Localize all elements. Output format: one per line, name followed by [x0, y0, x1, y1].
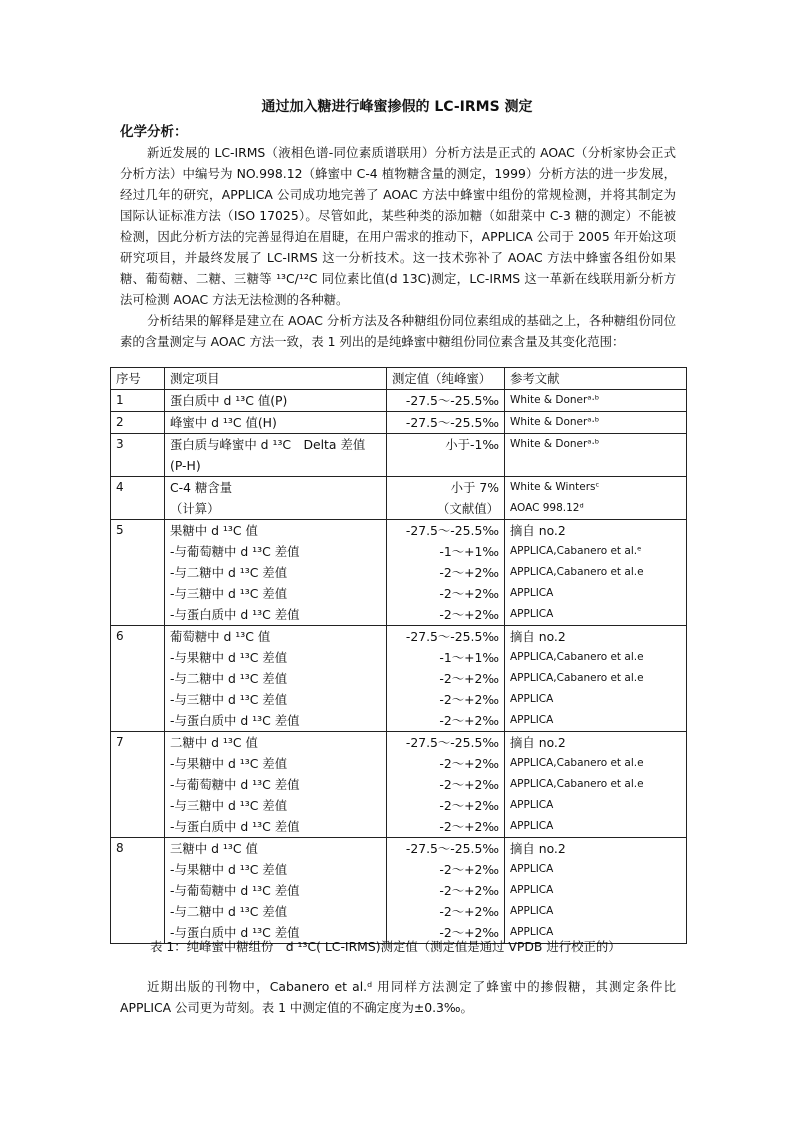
row-value-line: -2～+2‰: [439, 904, 499, 919]
row-reference-line: APPLICA: [510, 608, 554, 620]
row-reference-line: APPLICA: [510, 926, 554, 938]
row-value: [387, 520, 505, 626]
row-value-line: -27.5～-25.5‰: [405, 629, 499, 644]
row-item-line: C-4 糖含量: [170, 480, 233, 495]
row-value-line: -1～+1‰: [439, 650, 499, 665]
row-item-line: -与果糖中 d ¹³C 差值: [170, 756, 288, 771]
row-value-line: -27.5～-25.5‰: [405, 841, 499, 856]
row-value-line: -2～+2‰: [439, 671, 499, 686]
row-item-line: -与葡萄糖中 d ¹³C 差值: [170, 544, 300, 559]
row-reference: White & Donerᵃ·ᵇ: [505, 434, 687, 477]
row-number: 2: [111, 412, 165, 434]
row-item-line: -与蛋白质中 d ¹³C 差值: [170, 925, 300, 940]
row-value-line: -2～+2‰: [439, 692, 499, 707]
row-item-line: -与蛋白质中 d ¹³C 差值: [170, 607, 300, 622]
row-value-line: -2～+2‰: [439, 756, 499, 771]
paragraph-analysis: 分析结果的解释是建立在 AOAC 分析方法及各种糖组份同位素组成的基础之上，各种糖组份同位素的含量测定与 AOAC 方法一致，表 1 列出的是纯蜂蜜中糖组份同位素含量及其变化范围：: [120, 313, 676, 349]
row-item-line: 三糖中 d ¹³C 值: [170, 841, 258, 856]
row-value-line: -27.5～-25.5‰: [405, 735, 499, 750]
row-reference-line: APPLICA,Cabanero et al.e: [510, 651, 644, 663]
row-reference-line: APPLICA: [510, 587, 554, 599]
row-value-line: -2～+2‰: [439, 777, 499, 792]
row-reference: [505, 477, 687, 520]
row-reference-line: APPLICA,Cabanero et al.e: [510, 778, 644, 790]
row-value: 小于-1‰: [387, 434, 505, 477]
row-value-line: -2～+2‰: [439, 925, 499, 940]
row-value-line: -2～+2‰: [439, 586, 499, 601]
row-item-line: 二糖中 d ¹³C 值: [170, 735, 258, 750]
row-reference-line: APPLICA,Cabanero et al.e: [510, 566, 644, 578]
row-reference-line: APPLICA: [510, 863, 554, 875]
row-item-line: -与三糖中 d ¹³C 差值: [170, 798, 288, 813]
paragraph-intro: 新近发展的 LC-IRMS（液相色谱-同位素质谱联用）分析方法是正式的 AOAC（分析家协会正式分析方法）中编号为 NO.998.12（蜂蜜中 C-4 植物糖含量的测定，1999）分析方法的进一步发展，经过几年的研究，APPLICA 公司成功地完善了 AOAC 方法中蜂蜜中组份的常规检测，并将其制定为国际认证标准方法（ISO 17025）。尽管如此，某些种类的添加糖（如甜菜中 C-3 糖的测定）不能被检测，因此分析方法的完善显得迫在眉睫，在用户需求的推动下，APPLICA 公司于 2005 年开始这项研究项目，并最终发展了 LC-IRMS 这一分析技术。这一技术弥补了 AOAC 方法中蜂蜜各组份如果糖、葡萄糖、二糖、三糖等 ¹³C/¹²C 同位素比值(d 13C)测定，LC-IRMS 这一革新在线联用新分析方法可检测 AOAC 方法无法检测的各种糖。: [120, 145, 676, 307]
row-item: [165, 838, 387, 944]
row-value-line: -27.5～-25.5‰: [405, 523, 499, 538]
table-row: [111, 390, 687, 412]
row-reference-line: 摘自 no.2: [510, 841, 566, 856]
row-item-line: -与葡萄糖中 d ¹³C 差值: [170, 883, 300, 898]
row-value: -27.5～-25.5‰: [387, 412, 505, 434]
row-item: [165, 626, 387, 732]
row-reference-line: APPLICA,Cabanero et al.e: [510, 672, 644, 684]
row-reference-line: APPLICA: [510, 714, 554, 726]
row-value-line: -1～+1‰: [439, 544, 499, 559]
row-item: 蛋白质与峰蜜中 d ¹³C Delta 差值(P-H): [165, 434, 387, 477]
row-value: -27.5～-25.5‰: [387, 390, 505, 412]
row-number: 5: [111, 520, 165, 626]
table-header-row: [111, 368, 687, 390]
header-reference: 参考文献: [505, 368, 687, 390]
row-value: [387, 732, 505, 838]
row-item: [165, 477, 387, 520]
row-item-line: -与葡萄糖中 d ¹³C 差值: [170, 777, 300, 792]
row-item-line: -与果糖中 d ¹³C 差值: [170, 862, 288, 877]
row-value-line: -2～+2‰: [439, 862, 499, 877]
isotope-table: [110, 367, 687, 944]
row-value-line: （文献值）: [437, 501, 499, 516]
row-item-line: -与蛋白质中 d ¹³C 差值: [170, 713, 300, 728]
row-reference: White & Donerᵃ·ᵇ: [505, 390, 687, 412]
row-reference-line: AOAC 998.12ᵈ: [510, 502, 584, 514]
row-reference-line: APPLICA: [510, 693, 554, 705]
row-value-line: 小于 7%: [450, 480, 499, 495]
row-item-line: 果糖中 d ¹³C 值: [170, 523, 258, 538]
row-reference-line: APPLICA,Cabanero et al.ᵉ: [510, 545, 642, 557]
row-item-line: -与二糖中 d ¹³C 差值: [170, 565, 288, 580]
row-reference-line: APPLICA: [510, 820, 554, 832]
row-item-line: -与果糖中 d ¹³C 差值: [170, 650, 288, 665]
row-number: 8: [111, 838, 165, 944]
row-item-line: -与蛋白质中 d ¹³C 差值: [170, 819, 300, 834]
row-value: [387, 838, 505, 944]
row-item: 峰蜜中 d ¹³C 值(H): [165, 412, 387, 434]
row-item-line: -与三糖中 d ¹³C 差值: [170, 586, 288, 601]
row-reference: [505, 626, 687, 732]
table-row: [111, 434, 687, 477]
table-row: [111, 520, 687, 626]
table-row: [111, 732, 687, 838]
row-item-line: -与三糖中 d ¹³C 差值: [170, 692, 288, 707]
table-row: [111, 838, 687, 944]
row-reference-line: APPLICA: [510, 884, 554, 896]
row-value-line: -2～+2‰: [439, 565, 499, 580]
row-item-line: -与二糖中 d ¹³C 差值: [170, 904, 288, 919]
row-item: [165, 520, 387, 626]
row-reference: [505, 838, 687, 944]
header-value: 测定值（纯峰蜜）: [387, 368, 505, 390]
header-no: 序号: [111, 368, 165, 390]
row-value-line: -2～+2‰: [439, 798, 499, 813]
table-caption: 表 1：纯峰蜜中糖组份 d ¹³C( LC-IRMS)测定值（测定值是通过 VPDB 进行校正的）: [150, 939, 621, 954]
row-reference: White & Donerᵃ·ᵇ: [505, 412, 687, 434]
section-heading: 化学分析：: [120, 124, 188, 140]
table-row: [111, 412, 687, 434]
row-reference-line: 摘自 no.2: [510, 523, 566, 538]
row-number: 6: [111, 626, 165, 732]
paragraph-closing: 近期出版的刊物中，Cabanero et al.ᵈ 用同样方法测定了蜂蜜中的掺假糖，其测定条件比 APPLICA 公司更为苛刻。表 1 中测定值的不确定度为±0.3‰。: [120, 979, 676, 1015]
row-item: [165, 732, 387, 838]
row-reference: [505, 732, 687, 838]
row-reference-line: 摘自 no.2: [510, 629, 566, 644]
row-value-line: -2～+2‰: [439, 713, 499, 728]
document-title: 通过加入糖进行峰蜜掺假的 LC-IRMS 测定: [261, 99, 533, 115]
row-reference-line: White & Wintersᶜ: [510, 481, 600, 493]
row-item-line: 葡萄糖中 d ¹³C 值: [170, 629, 271, 644]
row-value-line: -2～+2‰: [439, 607, 499, 622]
row-number: 7: [111, 732, 165, 838]
row-number: 4: [111, 477, 165, 520]
row-number: 1: [111, 390, 165, 412]
row-reference-line: APPLICA: [510, 905, 554, 917]
row-item-line: -与二糖中 d ¹³C 差值: [170, 671, 288, 686]
row-value-line: -2～+2‰: [439, 819, 499, 834]
table-row: [111, 626, 687, 732]
table-row: [111, 477, 687, 520]
row-value: [387, 626, 505, 732]
row-item-line: （计算）: [170, 501, 220, 516]
row-reference-line: 摘自 no.2: [510, 735, 566, 750]
header-item: 测定项目: [165, 368, 387, 390]
row-reference-line: APPLICA,Cabanero et al.e: [510, 757, 644, 769]
row-value-line: -2～+2‰: [439, 883, 499, 898]
row-value: [387, 477, 505, 520]
row-number: 3: [111, 434, 165, 477]
row-item: 蛋白质中 d ¹³C 值(P): [165, 390, 387, 412]
row-reference: [505, 520, 687, 626]
row-reference-line: APPLICA: [510, 799, 554, 811]
